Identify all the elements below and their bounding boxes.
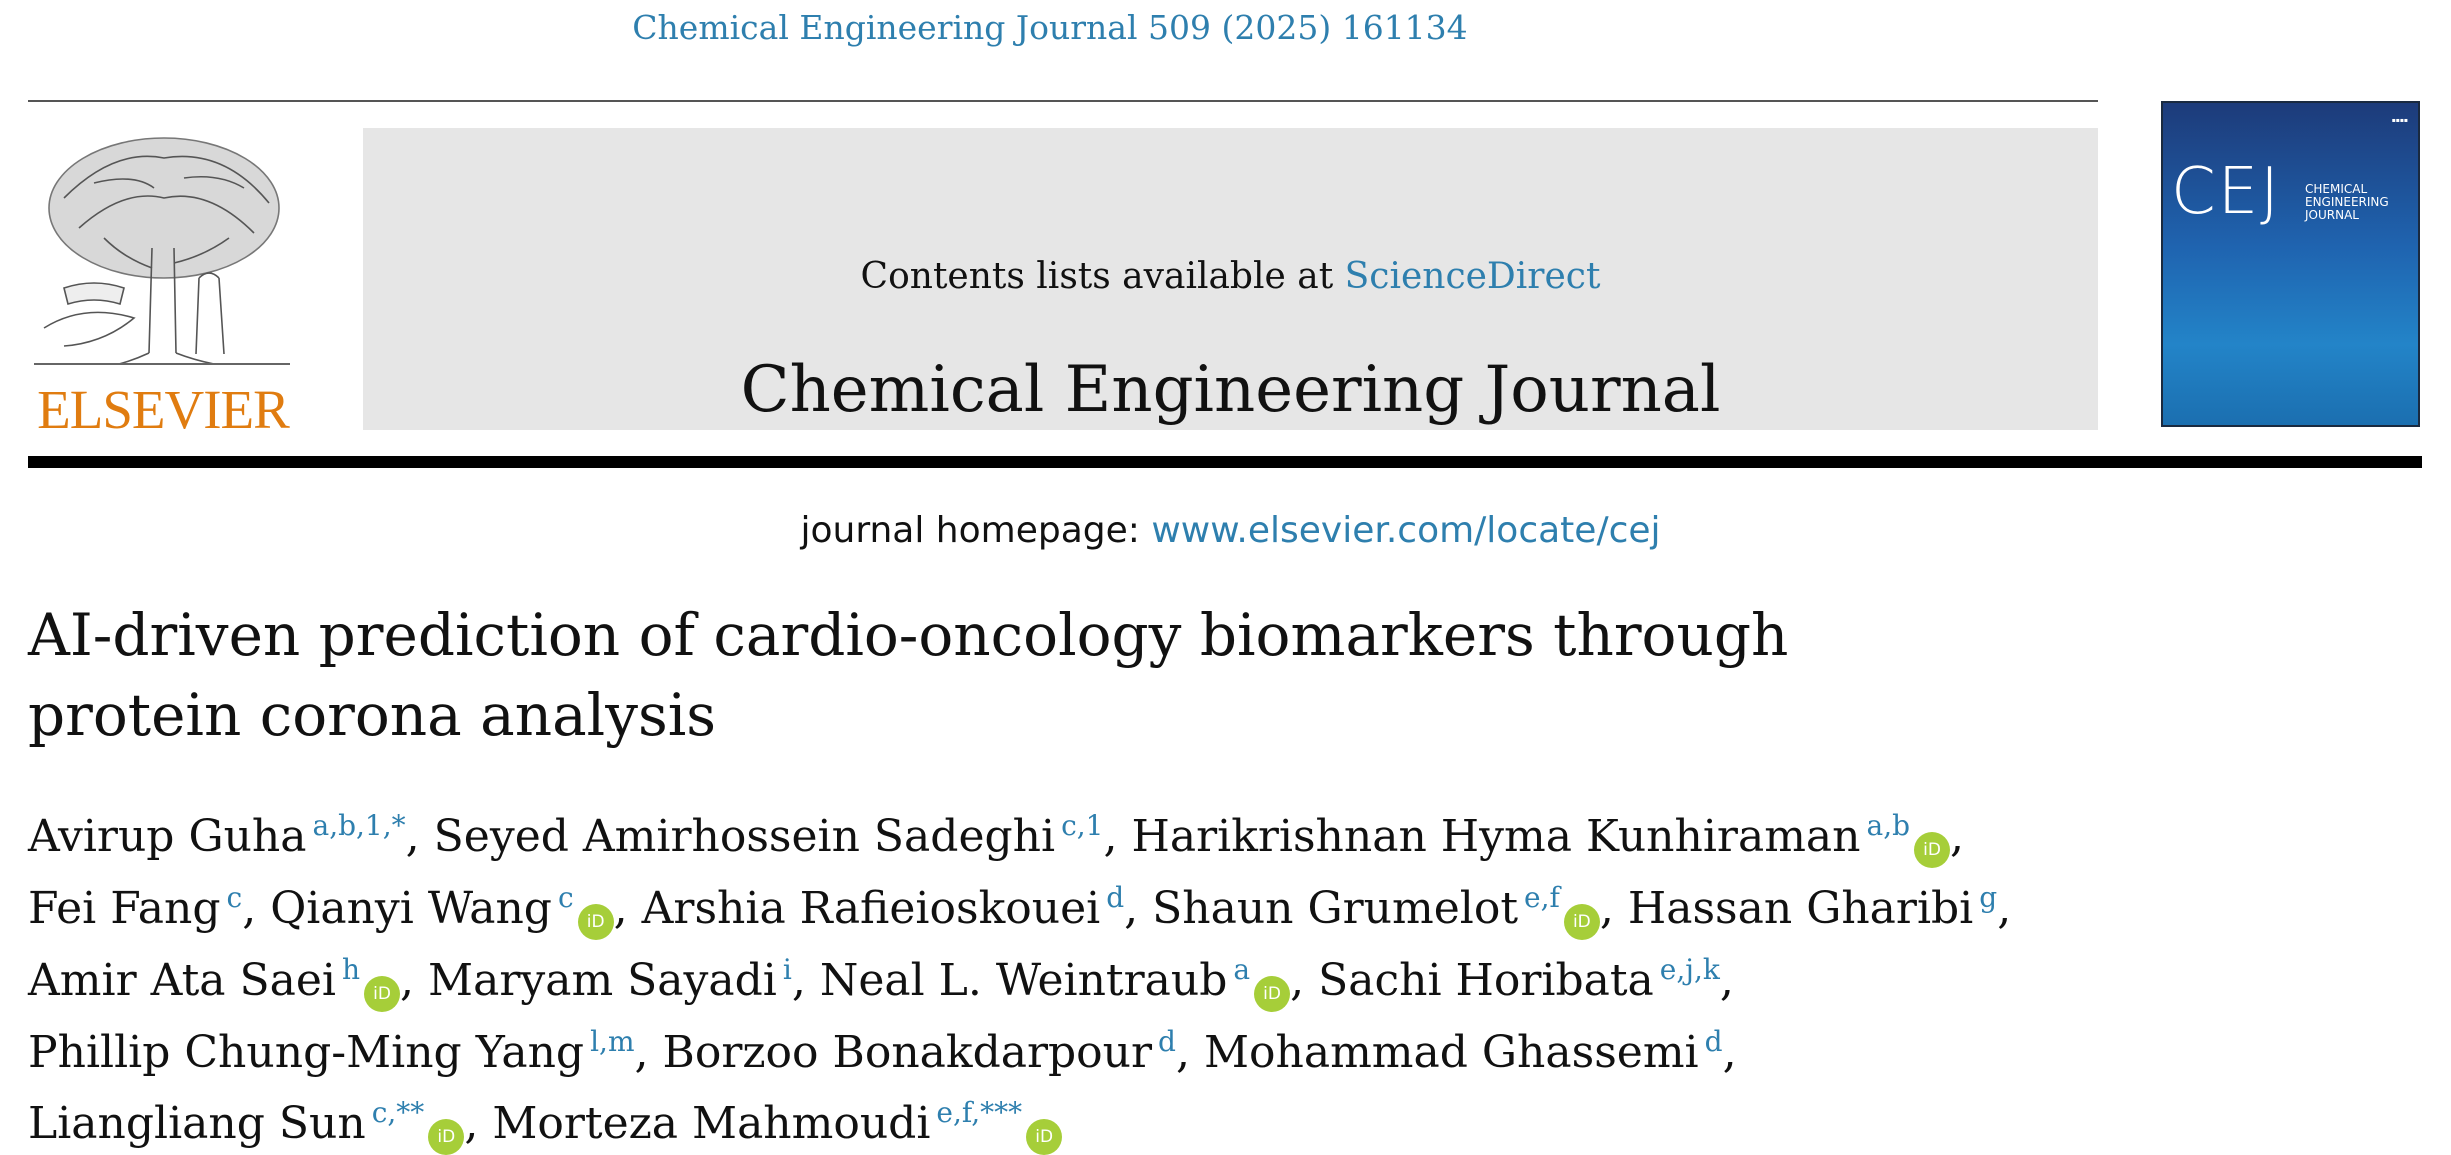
contents-prefix: Contents lists available at <box>860 256 1345 297</box>
homepage-line <box>363 510 2098 551</box>
author-affiliation-marks[interactable]: a <box>1233 953 1251 986</box>
author-entry: Phillip Chung-Ming Yang $^{l,m}$, <box>28 1025 649 1078</box>
homepage-link[interactable]: www.elsevier.com/locate/cej <box>1151 510 1661 551</box>
orcid-icon[interactable]: iD <box>578 904 614 940</box>
author-affiliation-marks[interactable]: c <box>557 881 574 914</box>
article-title: AI-driven prediction of cardio-oncology biomarkers through protein corona analysis <box>28 601 1789 749</box>
author-entry: Harikrishnan Hyma Kunhiraman $^{a,b}$iD , <box>1131 811 1964 862</box>
elsevier-tree-icon <box>24 128 300 368</box>
orcid-icon[interactable]: iD <box>1026 1119 1062 1155</box>
cover-title-line: JOURNAL <box>2305 208 2359 222</box>
author-affiliation-marks[interactable]: c <box>226 881 243 914</box>
author-entry: Hassan Gharibi $^g$, <box>1627 881 2012 934</box>
cover-abbrev: CEJ <box>2171 155 2281 229</box>
author-name[interactable]: Maryam Sayadi <box>428 955 777 1006</box>
author-entry: Liangliang Sun $^{c,**}$iD , <box>28 1098 478 1149</box>
author-name[interactable]: Harikrishnan Hyma Kunhiraman <box>1131 811 1861 862</box>
elsevier-wordmark: ELSEVIER <box>37 379 289 440</box>
cover-title-line: CHEMICAL <box>2305 182 2368 196</box>
orcid-icon[interactable]: iD <box>1254 976 1290 1012</box>
author-affiliation-marks[interactable]: e,f,*** <box>936 1096 1023 1129</box>
author-name[interactable]: Hassan Gharibi <box>1627 883 1974 934</box>
author-entry: Sachi Horibata $^{e,j,k}$, <box>1318 953 1734 1006</box>
author-entry: Maryam Sayadi $^i$, <box>428 953 806 1006</box>
sciencedirect-link[interactable]: ScienceDirect <box>1344 256 1601 297</box>
author-entry: Qianyi Wang $^c$iD , <box>270 883 627 934</box>
author-affiliation-marks[interactable]: a,b <box>1866 809 1911 842</box>
orcid-icon[interactable]: iD <box>364 976 400 1012</box>
author-entry <box>492 1098 1062 1149</box>
author-affiliation-marks[interactable]: d <box>1106 881 1125 914</box>
author-affiliation-marks[interactable]: h <box>341 953 361 986</box>
author-affiliation-marks[interactable]: g <box>1979 881 1998 914</box>
author-name[interactable]: Seyed Amirhossein Sadeghi <box>433 811 1056 862</box>
author-affiliation-marks[interactable]: i <box>782 953 792 986</box>
author-entry: Amir Ata Saei $^h$iD , <box>28 955 414 1006</box>
author-name[interactable]: Sachi Horibata <box>1318 955 1654 1006</box>
header-bottom-rule <box>28 456 2422 468</box>
author-affiliation-marks[interactable]: c,1 <box>1061 809 1104 842</box>
author-entry: Borzoo Bonakdarpour $^d$, <box>662 1025 1190 1078</box>
author-name[interactable]: Amir Ata Saei <box>28 955 336 1006</box>
journal-cover[interactable] <box>2161 101 2420 427</box>
author-affiliation-marks[interactable]: c,** <box>371 1096 425 1129</box>
orcid-icon[interactable]: iD <box>1564 904 1600 940</box>
author-name[interactable]: Arshia Rafieioskouei <box>641 883 1101 934</box>
author-name[interactable]: Liangliang Sun <box>28 1098 366 1149</box>
cover-title-line: ENGINEERING <box>2305 195 2389 209</box>
author-entry: Seyed Amirhossein Sadeghi $^{c,1}$, <box>433 809 1118 862</box>
author-name[interactable]: Phillip Chung-Ming Yang <box>28 1027 585 1078</box>
author-entry: Neal L. Weintraub $^a$iD , <box>820 955 1304 1006</box>
author-name[interactable]: Neal L. Weintraub <box>819 955 1228 1006</box>
author-affiliation-marks[interactable]: d <box>1158 1025 1176 1058</box>
author-name[interactable]: Avirup Guha <box>28 811 307 862</box>
author-entry: Arshia Rafieioskouei $^d$, <box>641 881 1139 934</box>
author-name[interactable]: Borzoo Bonakdarpour <box>662 1027 1153 1078</box>
author-name[interactable]: Fei Fang <box>28 883 221 934</box>
author-entry: Avirup Guha $^{a,b,1,*}$, <box>28 809 420 862</box>
header-divider <box>28 100 2098 102</box>
author-name[interactable]: Morteza Mahmoudi <box>492 1098 931 1149</box>
cover-issn-mark: ▪▪▪▪ <box>2391 117 2408 124</box>
author-list <box>28 796 2128 1155</box>
author-affiliation-marks[interactable]: a,b,1,* <box>312 809 406 842</box>
author-entry: Shaun Grumelot $^{e,f}$iD , <box>1152 883 1614 934</box>
orcid-icon[interactable]: iD <box>1914 832 1950 868</box>
author-name[interactable]: Shaun Grumelot <box>1152 883 1519 934</box>
cover-title <box>2305 183 2415 222</box>
author-affiliation-marks[interactable]: d <box>1704 1025 1723 1058</box>
journal-citation[interactable]: Chemical Engineering Journal 509 (2025) 161134 <box>632 8 1468 47</box>
homepage-prefix: journal homepage: <box>800 510 1152 551</box>
contents-line <box>363 256 2098 297</box>
author-name[interactable]: Qianyi Wang <box>270 883 552 934</box>
journal-name: Chemical Engineering Journal <box>740 353 1721 427</box>
author-entry: Mohammad Ghassemi $^d$, <box>1203 1025 1737 1078</box>
orcid-icon[interactable]: iD <box>428 1119 464 1155</box>
author-affiliation-marks[interactable]: e,j,k <box>1659 953 1720 986</box>
journal-banner <box>363 128 2098 551</box>
author-name[interactable]: Mohammad Ghassemi <box>1203 1027 1699 1078</box>
author-affiliation-marks[interactable]: e,f <box>1524 881 1560 914</box>
author-affiliation-marks[interactable]: l,m <box>590 1025 635 1058</box>
author-entry: Fei Fang $^c$, <box>28 881 257 934</box>
